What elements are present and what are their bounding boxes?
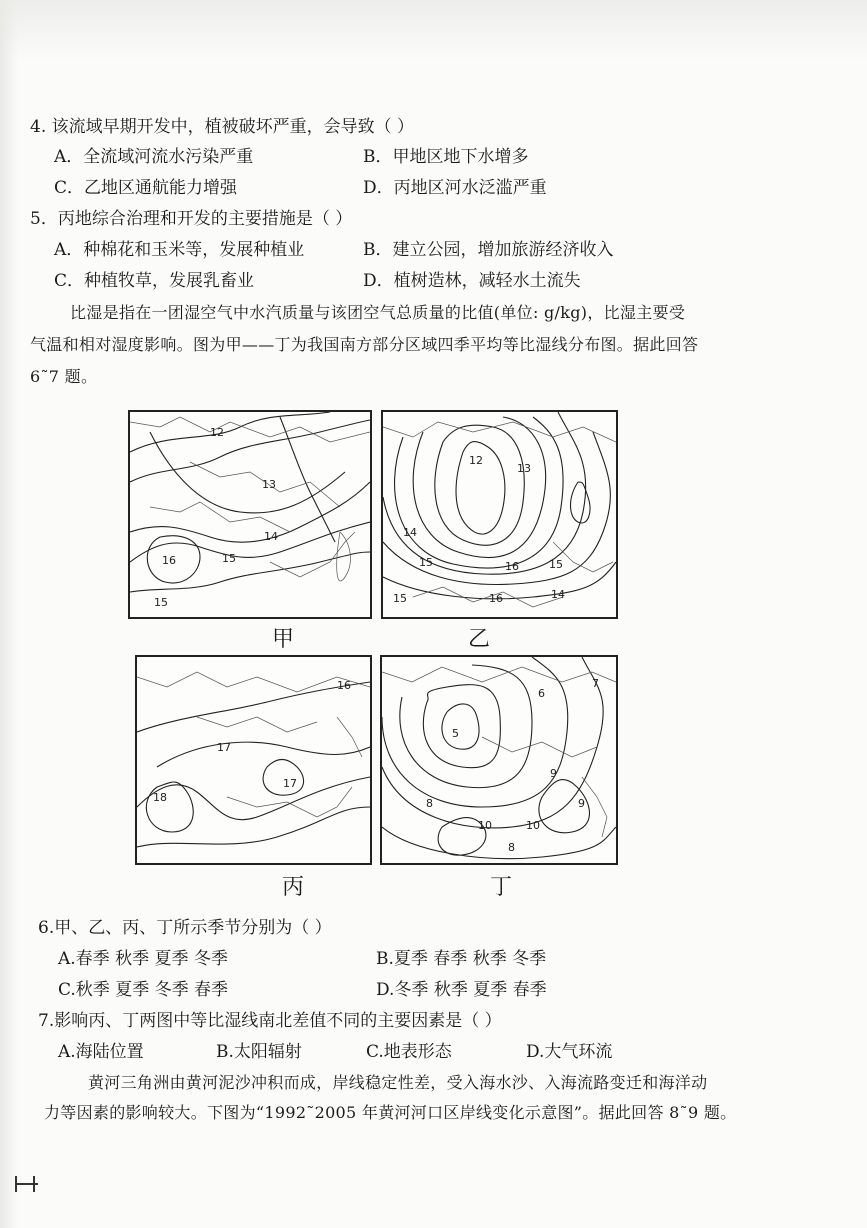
map-ding-label-3: 7 <box>592 677 599 690</box>
map-yi <box>381 410 618 619</box>
question-4-stem: 4. 该流域早期开发中，植被破坏严重，会导致（ ） <box>30 117 415 137</box>
map-jia-caption: 甲 <box>272 627 295 652</box>
map-yi-label-5: 16 <box>505 560 519 573</box>
scan-shadow-left <box>0 0 18 1228</box>
map-jia-label-5: 16 <box>162 554 176 567</box>
question-4-option-c[interactable]: C．乙地区通航能力增强 <box>54 178 238 198</box>
question-7-option-a[interactable]: A.海陆位置 <box>58 1042 144 1062</box>
scan-shadow-top <box>0 0 867 60</box>
question-7-option-b[interactable]: B.太阳辐射 <box>216 1042 302 1062</box>
question-7-option-d[interactable]: D.大气环流 <box>526 1042 613 1062</box>
question-6-stem: 6.甲、乙、丙、丁所示季节分别为（ ） <box>38 918 332 938</box>
map-bing <box>135 655 372 865</box>
map-ding-label-1: 5 <box>452 727 459 740</box>
question-5-option-d[interactable]: D．植树造林，减轻水土流失 <box>363 271 581 291</box>
question-4-option-a[interactable]: A．全流域河流水污染严重 <box>54 147 254 167</box>
question-6-option-b[interactable]: B.夏季 春季 秋季 冬季 <box>376 949 547 969</box>
intro2-paragraph-line-2: 力等因素的影响较大。下图为“1992˜2005 年黄河河口区岸线变化示意图”。据此回答 8˜9 题。 <box>44 1103 737 1122</box>
question-7-option-c[interactable]: C.地表形态 <box>366 1042 452 1062</box>
question-5-option-a[interactable]: A．种棉花和玉米等，发展种植业 <box>54 240 305 260</box>
map-jia-label-1: 12 <box>210 426 224 439</box>
question-5-stem: 5．丙地综合治理和开发的主要措施是（ ） <box>30 209 353 229</box>
map-yi-caption: 乙 <box>468 627 491 652</box>
map-ding-label-5: 9 <box>550 767 557 780</box>
question-4-option-d[interactable]: D．丙地区河水泛滥严重 <box>363 178 547 198</box>
question-4-option-b[interactable]: B．甲地区地下水增多 <box>363 147 529 167</box>
map-jia-isolines <box>130 412 370 617</box>
intro-paragraph-line-1: 比湿是指在一团湿空气中水汽质量与该团空气总质量的比值(单位: g/kg)，比湿主要受 <box>70 303 686 322</box>
map-bing-label-1: 16 <box>337 679 351 692</box>
intro2-paragraph-line-1: 黄河三角洲由黄河泥沙冲积而成，岸线稳定性差，受入海水沙、入海流路变迁和海洋动 <box>88 1073 708 1092</box>
map-ding-label-8: 8 <box>508 841 515 854</box>
question-6-option-d[interactable]: D.冬季 秋季 夏季 春季 <box>376 980 547 1000</box>
map-ding-label-4: 8 <box>426 797 433 810</box>
map-yi-label-8: 15 <box>393 592 407 605</box>
map-yi-label-6: 15 <box>549 558 563 571</box>
map-jia-label-6: 15 <box>154 596 168 609</box>
map-ding <box>380 655 618 865</box>
map-ding-label-6: 10 <box>478 819 492 832</box>
map-ding-caption: 丁 <box>490 875 513 900</box>
map-yi-label-4: 15 <box>419 556 433 569</box>
question-5-option-b[interactable]: B．建立公园，增加旅游经济收入 <box>363 240 614 260</box>
question-7-stem: 7.影响丙、丁两图中等比湿线南北差值不同的主要因素是（ ） <box>38 1011 502 1031</box>
map-jia-label-4: 15 <box>222 552 236 565</box>
map-jia <box>128 410 372 619</box>
map-yi-label-1: 12 <box>469 454 483 467</box>
map-bing-label-2: 17 <box>217 741 231 754</box>
question-5-option-c[interactable]: C．种植牧草，发展乳畜业 <box>54 271 255 291</box>
map-yi-label-9: 16 <box>489 592 503 605</box>
map-yi-label-3: 14 <box>403 526 417 539</box>
map-ding-isolines <box>382 657 616 863</box>
map-bing-caption: 丙 <box>282 875 305 900</box>
intro-paragraph-line-3: 6˜7 题。 <box>30 367 98 386</box>
question-6-option-c[interactable]: C.秋季 夏季 冬季 春季 <box>58 980 229 1000</box>
map-ding-label-9: 9 <box>578 797 585 810</box>
scan-corner-mark-icon <box>14 1172 42 1194</box>
question-6-option-a[interactable]: A.春季 秋季 夏季 冬季 <box>58 949 228 969</box>
map-jia-label-3: 14 <box>264 530 278 543</box>
map-ding-label-7: 10 <box>526 819 540 832</box>
map-bing-isolines <box>137 657 370 863</box>
map-bing-label-3: 18 <box>153 791 167 804</box>
map-yi-label-7: 14 <box>551 588 565 601</box>
map-bing-label-4: 17 <box>283 777 297 790</box>
map-ding-label-2: 6 <box>538 687 545 700</box>
map-yi-isolines <box>383 412 616 617</box>
map-yi-label-2: 13 <box>517 462 531 475</box>
map-jia-label-2: 13 <box>262 478 276 491</box>
intro-paragraph-line-2: 气温和相对湿度影响。图为甲——丁为我国南方部分区域四季平均等比湿线分布图。据此回答 <box>30 335 699 354</box>
